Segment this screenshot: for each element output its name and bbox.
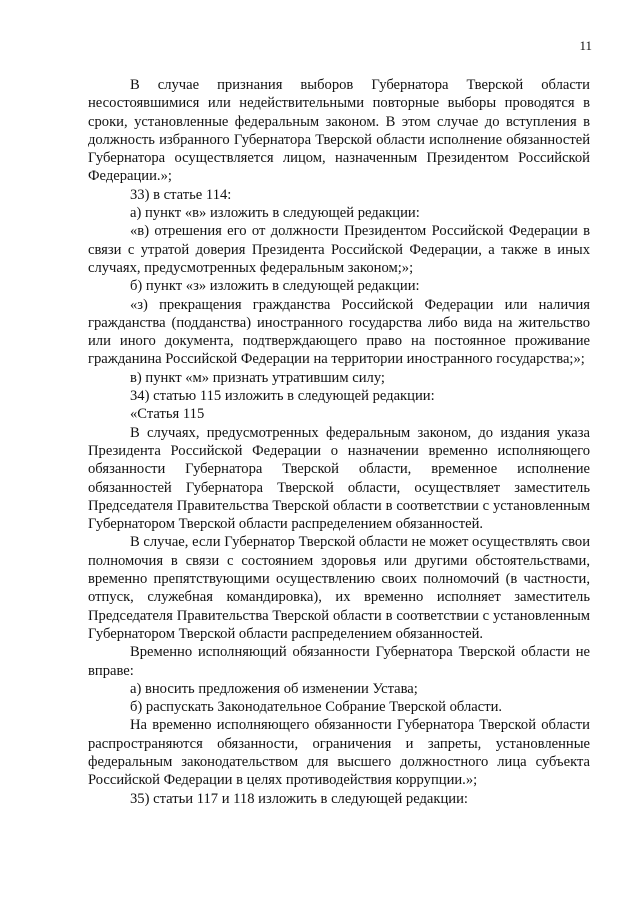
page-number: 11 [579, 38, 592, 53]
paragraph-subitem-b: б) пункт «з» изложить в следующей редакции: [130, 278, 420, 295]
paragraph-article-115-part-2: В случае, если Губернатор Тверской области не может осуществлять свои полномочия в связи с состоянием здоровья или другими обстоятельствами, временно препятствующими осуществлению своих полномочий (в частности, отпуск, служебная командировка), их временно исполняет заместитель Председателя Правительства Тверской области в соответствии с установленным Губернатором Тверской области распределением обязанностей. [88, 534, 590, 642]
paragraph-item-33: 33) в статье 114: [130, 186, 232, 203]
paragraph-repeat-elections: В случае признания выборов Губернатора Тверской области несостоявшимися или недействительными повторные выборы проводятся в сроки, установленные федеральным законом. В этом случае до вступления в должность избранного Губернатора Тверской области исполнение обязанностей Губернатора осуществляется лицом, назначенным Президентом Российской Федерации.»; [88, 77, 590, 185]
paragraph-item-34: 34) статью 115 изложить в следующей редакции: [130, 388, 435, 405]
document-body [88, 76, 590, 808]
paragraph-article-115-part-4: На временно исполняющего обязанности Губернатора Тверской области распространяются обязанности, ограничения и запреты, установленные федеральным законодательством для высшего должностного лица субъекта Российской Федерации в целях противодействия коррупции.»; [88, 717, 590, 789]
paragraph-restriction-b: б) распускать Законодательное Собрание Тверской области. [130, 699, 503, 716]
paragraph-point-v-text: «в) отрешения его от должности Президентом Российской Федерации в связи с утратой доверия Президента Российской Федерации, а также в иных случаях, предусмотренных федеральным законом;»; [88, 223, 590, 276]
paragraph-item-35: 35) статьи 117 и 118 изложить в следующей редакции: [130, 790, 468, 807]
paragraph-subitem-a: а) пункт «в» изложить в следующей редакции: [130, 205, 420, 222]
paragraph-subitem-v: в) пункт «м» признать утратившим силу; [130, 369, 385, 386]
paragraph-article-115-part-1: В случаях, предусмотренных федеральным законом, до издания указа Президента Российской Федерации о назначении временно исполняющего обязанности Губернатора Тверской области, временное исполнение обязанностей Губернатора Тверской области, осуществляет заместитель Председателя Правительства Тверской области в соответствии с установленным Губернатором Тверской области распределением обязанностей. [88, 424, 590, 533]
paragraph-point-z-text: «з) прекращения гражданства Российской Федерации или наличия гражданства (подданства) иностранного государства либо вида на жительство или иного документа, подтверждающего право на постоянное проживание гражданина Российской Федерации на территории иностранного государства;»; [88, 296, 590, 368]
paragraph-article-115-part-3: Временно исполняющий обязанности Губернатора Тверской области не вправе: [88, 644, 590, 679]
article-heading-115: «Статья 115 [130, 406, 205, 423]
paragraph-restriction-a: а) вносить предложения об изменении Устава; [130, 680, 418, 697]
